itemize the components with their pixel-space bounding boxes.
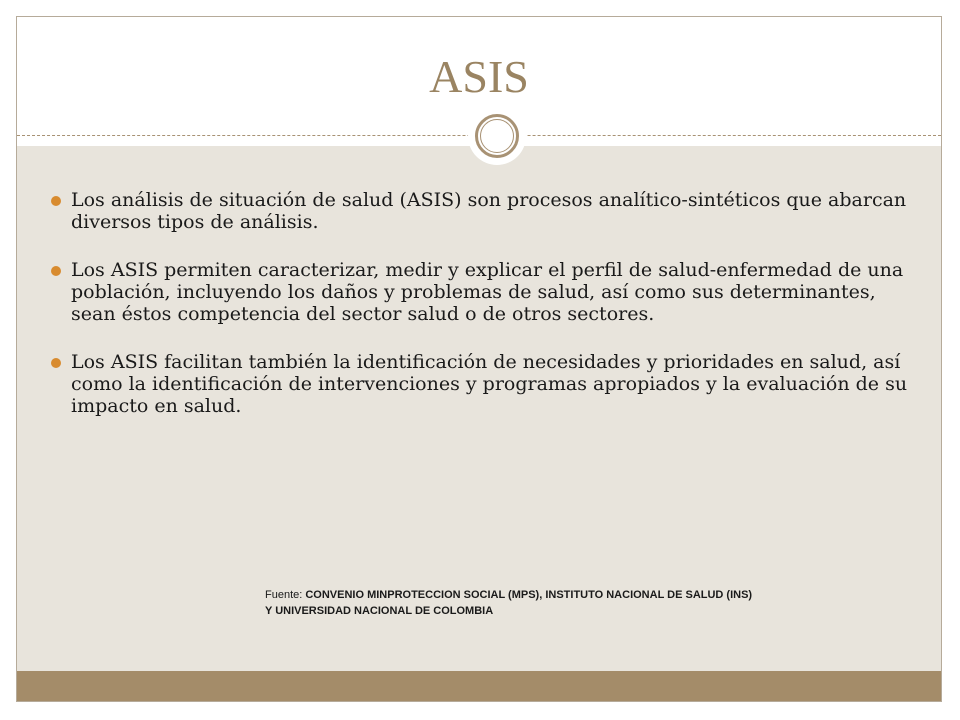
source-citation (265, 587, 905, 619)
source-prefix: Fuente: (265, 589, 306, 601)
double-ring-circle-icon (468, 107, 526, 165)
bullet-text: Los análisis de situación de salud (ASIS) son procesos analítico-sintéticos que abarcan diversos tipos de análisis. (71, 189, 907, 233)
ornament-outer-ring (475, 114, 519, 158)
bullet-text: Los ASIS permiten caracterizar, medir y explicar el perfil de salud-enfermedad de una población, incluyendo los daños y problemas de salud, así como sus determinantes, sean éstos competencia del sector salud o de otros sectores. (71, 259, 904, 325)
bullet-item (49, 351, 909, 417)
bullet-text: Los ASIS facilitan también la identificación de necesidades y prioridades en salud, así como la identificación de intervenciones y programas apropiados y la evaluación de su impacto en salud. (71, 351, 908, 417)
source-line-1-text: CONVENIO MINPROTECCION SOCIAL (MPS), INSTITUTO NACIONAL DE SALUD (INS) (305, 589, 753, 601)
round-bullet-icon (51, 266, 61, 276)
slide-title: ASIS (429, 51, 529, 102)
bullet-item (49, 259, 909, 325)
ornament-inner-ring (480, 119, 514, 153)
slide (16, 16, 942, 702)
source-line-2: Y UNIVERSIDAD NACIONAL DE COLOMBIA (265, 605, 494, 617)
round-bullet-icon (51, 358, 61, 368)
bottom-bar (17, 671, 941, 702)
round-bullet-icon (51, 196, 61, 206)
bullet-item (49, 189, 909, 233)
source-line-1 (265, 587, 905, 603)
bullet-list (49, 189, 909, 443)
